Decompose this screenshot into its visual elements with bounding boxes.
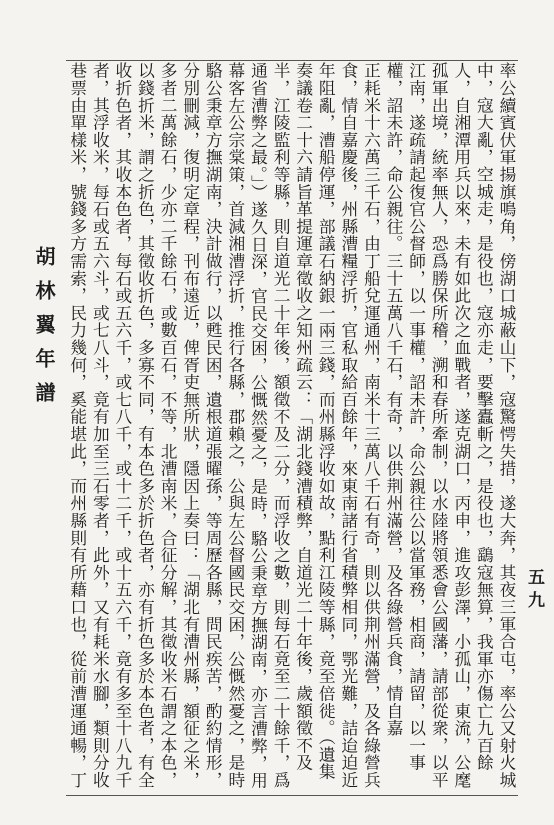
running-title: 胡林翼年譜	[32, 246, 56, 416]
bottom-border-line	[66, 795, 518, 796]
page-number: 五九	[524, 568, 544, 614]
text-paragraph-1: 率公續賓伏軍揚旗鳴角，傍湖口城蔽山下，寇驚愕失措，遂大奔，其夜三軍合屯，率公又射火城中，寇大亂，空城走，是役也，寇亦走，要擊蠹斬之，是役也，鷂寇無算，我軍亦傷亡九百餘人，自湘潭用兵以來，未有如此次之血戰者，遂克湖口，丙申，進攻彭澤，小孤山，東流，公麾孤軍出境，統率無人，恐爲勝保所稽，溯和春所牽制，以水陸將領悉會公國藩，請部從衆，以平江南，遂疏請起復官公督師，以一事權，詔未許，命公親往公以當軍務，相商，請留，以一事權，詔未許，命公親往。三十五萬八千石，有奇，以供荆州滿營，及各綠營兵食，情自嘉	[384, 62, 517, 789]
main-text-block	[66, 62, 518, 793]
top-border-line	[66, 60, 518, 61]
text-paragraph-2: 正耗米十六萬三千石，由丁船兌運通州，南米十三萬八千石有奇，則以供荆州滿營，及各綠營兵食，情自嘉慶後，州縣漕糧浮折，官私取給百餘年，來東南諸行省積弊相同，鄂光難，詰迨迫近年阻亂，漕船停運，部議石納銀一兩三錢，而州縣浮收如故，點利江陵等縣，竟至倍徙。（遺集奏議卷二十六請旨革提運章徵收之知州疏云：「湖北錢漕積弊，自道光二十年後，歲額徵不及半，江陵監利等縣，則自道光二十年後，額徵不及二分，而浮收之數，則每石竟至二十餘千，爲通省漕弊之最。」）遂久日深，官民交困，公慨然憂之，是時，駱公秉章方撫湖南，亦言漕弊，用幕客左公宗棠策，首減湘漕浮折，推行各縣，郡賴之，公與左公督國民交困，公慨然憂之，是時駱公秉章方撫湖南，決計做行，以甦民困，遺根道張曜孫，等周歷各縣，問民疾苦，酌約情形，分別刪減，復明定章程，刊布遠近，俾胥吏無所狀，隱因上奏曰：「湖北有漕州縣，額征之米，多者二萬餘石，少亦二千餘石，或數百石，不等，北漕南米，合征分解，其徵收米石謂之本色，以錢折米，謂之折色，其徵收折色，多寡不同，有本色多於折色者，亦有折色多於本色者，有全收折色者，其收本色者，每石或五六千，或七八千，或十二千，或十五六千，竟有多至十八九千者，其浮收米，每石或五六斗，或七八斗，竟有加至三石零者，此外，又有耗米水腳，類則分收巷票由單樣米，號錢多方需索，民力幾何，奚能堪此，而州縣則有所藉口也，從前漕運通暢，丁	[67, 62, 382, 790]
